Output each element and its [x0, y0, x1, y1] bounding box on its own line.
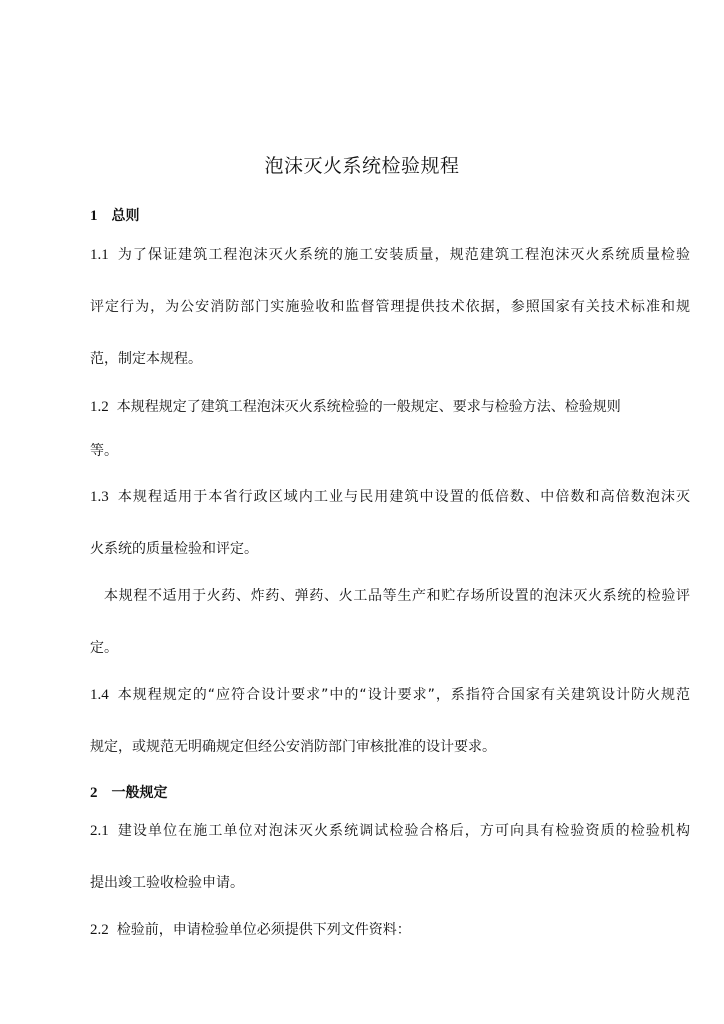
paragraph-line [90, 873, 690, 893]
clause-text: 本规程规定的“应符合设计要求”中的“设计要求”，系指符合国家有关建筑设计防火规范 [116, 687, 690, 703]
paragraph-line [90, 920, 690, 940]
paragraph-line [90, 397, 690, 417]
clause-text: 提出竣工验收检验申请。 [90, 875, 244, 891]
clause-text: 范，制定本规程。 [90, 351, 202, 367]
document-title: 泡沫灭火系统检验规程 [264, 155, 460, 177]
clause-number: 2.1 [90, 823, 109, 839]
section-number: 1 [90, 208, 98, 224]
paragraph-line [90, 638, 690, 658]
paragraph-line [90, 297, 690, 317]
clause-text: 火系统的质量检验和评定。 [90, 541, 258, 557]
clause-text: 本规程适用于本省行政区域内工业与民用建筑中设置的低倍数、中倍数和高倍数泡沫灭 [116, 489, 690, 505]
clause-text: 建设单位在施工单位对泡沫灭火系统调试检验合格后，方可向具有检验资质的检验机构 [116, 823, 690, 839]
paragraph-line [90, 245, 690, 265]
section-title: 一般规定 [111, 785, 168, 801]
section-heading-2 [90, 783, 690, 803]
clause-text: 等。 [90, 443, 118, 459]
paragraph-line [90, 487, 690, 507]
clause-text: 检验前，申请检验单位必须提供下列文件资料： [116, 922, 411, 938]
paragraph-line [90, 539, 690, 559]
section-number: 2 [90, 785, 98, 801]
clause-text: 规定，或规范无明确规定但经公安消防部门审核批准的设计要求。 [90, 739, 496, 755]
paragraph-line [90, 737, 690, 757]
clause-text: 评定行为，为公安消防部门实施验收和监督管理提供技术依据，参照国家有关技术标准和规 [90, 299, 690, 315]
paragraph-line [90, 586, 690, 606]
clause-number: 2.2 [90, 922, 109, 938]
clause-number: 1.1 [90, 247, 109, 263]
clause-text: 本规程规定了建筑工程泡沫灭火系统检验的一般规定、要求与检验方法、检验规则 [116, 399, 621, 415]
paragraph-line [90, 441, 690, 461]
paragraph-line [90, 821, 690, 841]
paragraph-line [90, 349, 690, 369]
paragraph-line [90, 685, 690, 705]
clause-text: 定。 [90, 640, 118, 656]
clause-number: 1.3 [90, 489, 109, 505]
clause-number: 1.4 [90, 687, 109, 703]
section-title: 总则 [111, 208, 140, 224]
clause-text: 本规程不适用于火药、炸药、弹药、火工品等生产和贮存场所设置的泡沫灭火系统的检验评 [104, 588, 690, 604]
clause-text: 为了保证建筑工程泡沫灭火系统的施工安装质量，规范建筑工程泡沫灭火系统质量检验 [116, 247, 690, 263]
section-heading-1 [90, 206, 690, 226]
clause-number: 1.2 [90, 399, 109, 415]
